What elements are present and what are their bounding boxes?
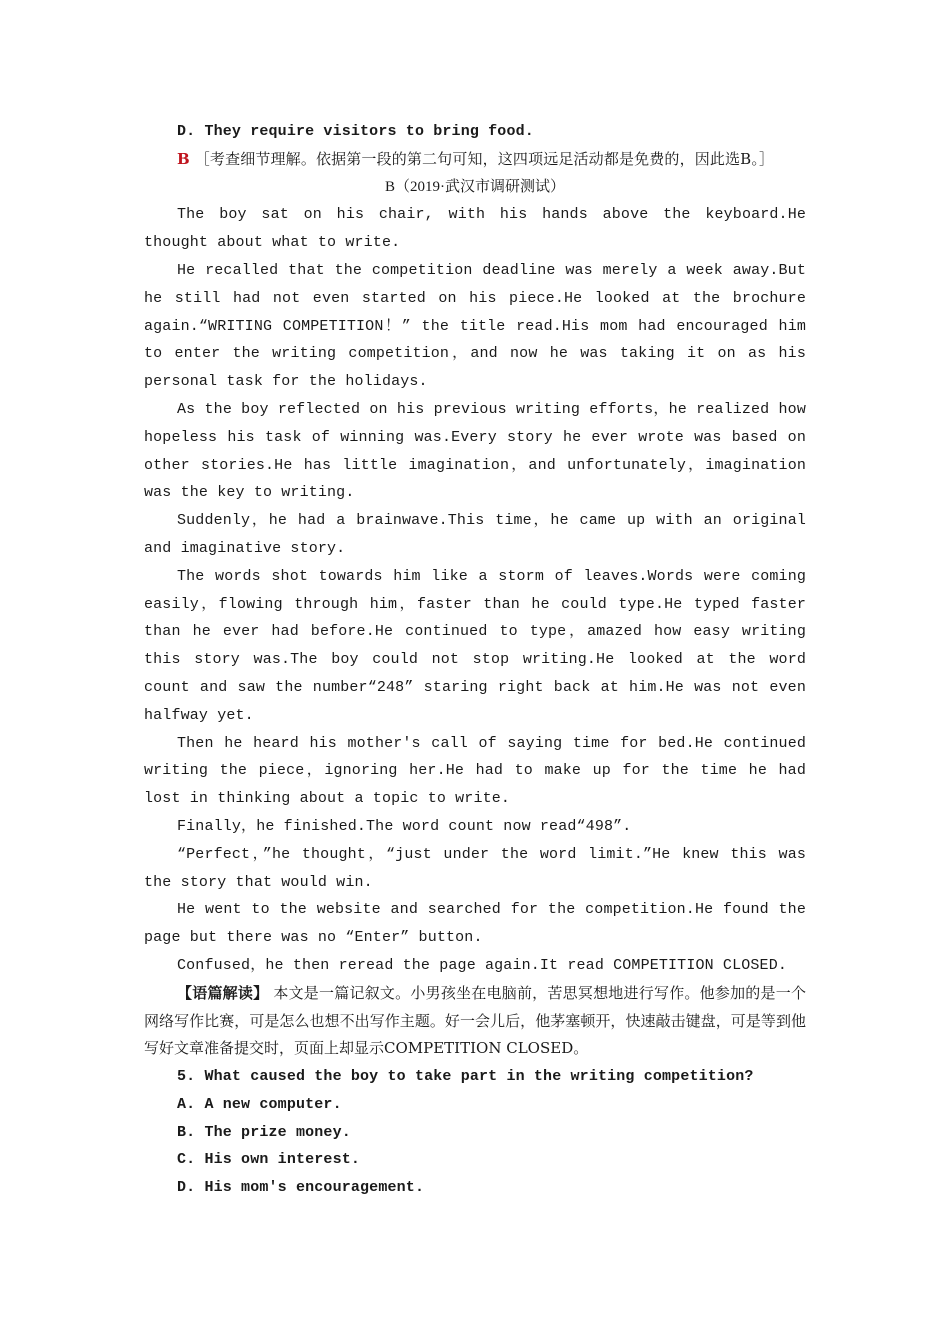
passage — [144, 201, 806, 979]
passage-paragraph: Finally，he finished.The word count now read“498”. — [177, 817, 632, 835]
question-block — [144, 1063, 806, 1202]
option-a: A. A new computer. — [177, 1095, 342, 1113]
passage-paragraph: Suddenly，he had a brainwave.This time，he came up with an original and imaginative story. — [144, 512, 806, 557]
passage-analysis — [144, 980, 806, 1063]
document-page — [144, 118, 806, 1202]
question-stem: 5. What caused the boy to take part in the writing competition? — [177, 1068, 754, 1086]
answer-letter: B — [177, 149, 190, 168]
analysis-tag: 【语篇解读】 — [177, 983, 269, 1002]
analysis-text: 本文是一篇记叙文。小男孩坐在电脑前，苦思冥想地进行写作。他参加的是一个网络写作比赛，可是怎么也想不出写作主题。好一会儿后，他茅塞顿开，快速敲击键盘，可是等到他写好文章准备提交时，页面上却显示COMPETITION CLOSED。 — [144, 983, 806, 1058]
option-d: D. His mom's encouragement. — [177, 1179, 425, 1197]
option-c: C. His own interest. — [177, 1151, 361, 1169]
passage-paragraph: “Perfect，”he thought，“just under the word limit.”He knew this was the story that would win. — [144, 845, 806, 891]
passage-paragraph: The words shot towards him like a storm of leaves.Words were coming easily，flowing through him，faster than he could type.He typed faster than he ever had before.He continued to type，amazed how easy writing this story was.The boy could not stop writing.He looked at the word count and saw the number“248” staring right back at him.He was not even halfway yet. — [144, 567, 806, 724]
previous-answer — [144, 146, 806, 174]
section-title: B（2019·武汉市调研测试） — [384, 178, 565, 195]
option-b: B. The prize money. — [177, 1123, 351, 1141]
passage-paragraph: Confused，he then reread the page again.It read COMPETITION CLOSED. — [177, 956, 787, 974]
passage-paragraph: As the boy reflected on his previous writing efforts，he realized how hopeless his task of winning was.Every story he ever wrote was based on other stories.He has little imagination，and unfortunately，imagination was the key to writing. — [144, 400, 806, 502]
passage-paragraph: The boy sat on his chair, with his hands above the keyboard.He thought about what to write. — [144, 206, 806, 252]
answer-explanation: ［考查细节理解。依据第一段的第二句可知，这四项远足活动都是免费的，因此选B。］ — [194, 149, 775, 168]
passage-paragraph: Then he heard his mother's call of saying time for bed.He continued writing the piece，ignoring her.He had to make up for the time he had lost in thinking about a topic to write. — [144, 734, 806, 808]
previous-option-d: D. They require visitors to bring food. — [177, 123, 534, 140]
passage-paragraph: He recalled that the competition deadline was merely a week away.But he still had not even started on his piece.He looked at the brochure again.“WRITING COMPETITION！” the title read.His mom had encouraged him to enter the writing competition，and now he was taking it on as his personal task for the holidays. — [144, 261, 806, 391]
passage-paragraph: He went to the website and searched for the competition.He found the page but there was no “Enter” button. — [144, 901, 806, 947]
